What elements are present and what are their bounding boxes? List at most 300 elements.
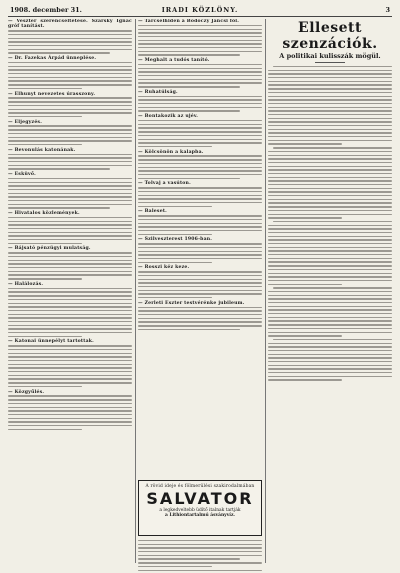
text-line [138, 570, 262, 571]
news-item-heading: — Katonai ünnepélyt tartottak. [8, 339, 94, 345]
text-line [268, 195, 392, 196]
news-item-heading: — Ruhatúlság. [138, 89, 178, 95]
text-line [8, 84, 132, 85]
text-line [8, 73, 132, 74]
news-item [138, 181, 262, 207]
text-line [8, 182, 132, 183]
text-line [268, 228, 392, 229]
text-line [138, 163, 262, 164]
news-item-heading: — Esküvő. [8, 171, 36, 177]
text-line [8, 217, 132, 218]
text-line [8, 137, 132, 138]
text-line [138, 99, 262, 100]
text-line [268, 225, 392, 226]
text-line [8, 133, 132, 134]
text-line [8, 260, 132, 261]
text-line [8, 271, 132, 272]
text-line [268, 214, 392, 215]
text-line [8, 112, 132, 113]
text-line [268, 361, 392, 362]
column-right [268, 19, 392, 563]
news-item-heading: — Hivatalos közlemények. [8, 211, 80, 217]
news-item-heading: — Bevonulás katonának. [8, 147, 76, 153]
text-line [138, 36, 262, 37]
text-line [8, 129, 132, 130]
text-line [8, 243, 82, 244]
text-line [268, 132, 392, 133]
text-line [138, 110, 240, 111]
news-item-heading: — Eljegyzés. [8, 119, 43, 125]
text-line [8, 425, 132, 426]
news-item [138, 19, 262, 56]
text-line [8, 353, 132, 354]
text-line [8, 256, 132, 257]
text-line [138, 226, 262, 227]
news-item [138, 58, 262, 87]
news-item-heading: — Baleset. [138, 209, 167, 215]
feature-body [268, 66, 392, 381]
news-item [138, 209, 262, 235]
text-line [8, 306, 132, 307]
text-line [8, 161, 132, 162]
text-line [138, 258, 262, 259]
text-line [268, 188, 392, 189]
text-line [138, 243, 262, 244]
salvator-advertisement [138, 480, 262, 536]
text-line [8, 295, 132, 296]
news-item [8, 56, 132, 89]
news-item [138, 265, 262, 298]
text-line [138, 64, 262, 65]
text-line [268, 151, 392, 152]
text-line [268, 77, 392, 78]
news-item [8, 282, 132, 337]
news-item-heading: — Halálozás. [8, 281, 44, 287]
text-line [268, 232, 392, 233]
news-item [8, 148, 132, 170]
text-line [268, 298, 392, 299]
text-line [268, 328, 392, 329]
text-line [138, 82, 262, 83]
feature-subtitle: A politikai kulisszák mögül. [279, 52, 381, 60]
text-line [8, 34, 132, 35]
text-line [268, 88, 392, 89]
text-line [138, 170, 262, 171]
news-item [268, 221, 392, 285]
text-line [268, 372, 392, 373]
text-line [8, 154, 132, 155]
text-line [8, 88, 82, 89]
text-line [138, 297, 212, 298]
page-number: 3 [385, 6, 390, 14]
text-line [268, 309, 392, 310]
text-line [8, 165, 132, 166]
text-line [138, 329, 240, 330]
text-line [8, 204, 132, 205]
text-line [8, 62, 132, 63]
text-line [268, 180, 392, 181]
text-line [138, 43, 262, 44]
text-line [8, 193, 132, 194]
text-line [8, 356, 132, 357]
text-line [268, 313, 392, 314]
text-line [8, 140, 132, 141]
text-line [268, 269, 392, 270]
text-line [138, 135, 262, 136]
text-line [8, 360, 132, 361]
text-line [268, 295, 392, 296]
text-line [138, 271, 262, 272]
news-item [8, 211, 132, 244]
text-line [138, 219, 262, 220]
text-line [138, 547, 262, 548]
news-item [8, 172, 132, 209]
text-line [138, 215, 262, 216]
text-line [8, 69, 132, 70]
newspaper-name: IRADI KÖZLÖNY. [161, 6, 239, 14]
text-line [8, 189, 132, 190]
text-line [138, 40, 262, 41]
issue-date: 1908. december 31. [10, 6, 82, 14]
text-line [268, 73, 392, 74]
text-line [138, 275, 262, 276]
text-line [8, 80, 132, 81]
news-item-heading: — Közgyűlés. [8, 389, 45, 395]
text-line [8, 207, 110, 208]
text-line [8, 97, 132, 98]
text-line [268, 169, 392, 170]
text-line [268, 155, 392, 156]
text-line [268, 247, 392, 248]
text-line [268, 317, 392, 318]
text-line [268, 332, 392, 333]
column-divider [265, 19, 266, 563]
news-item [268, 287, 392, 336]
column-middle [138, 19, 262, 477]
text-line [268, 92, 392, 93]
text-line [268, 258, 392, 259]
text-line [8, 232, 132, 233]
text-line [138, 279, 262, 280]
text-line [8, 317, 132, 318]
text-line [8, 378, 132, 379]
text-line [268, 107, 392, 108]
text-line [8, 45, 132, 46]
news-item-heading: — Veszter szerencséltetése. Szarsky Ignác gróf tanítást. [8, 19, 132, 30]
text-line [268, 140, 392, 141]
text-line [268, 376, 392, 377]
text-line [8, 125, 132, 126]
text-line [8, 299, 132, 300]
text-line [138, 198, 262, 199]
ad-brand: SALVATOR [146, 489, 254, 508]
text-line [268, 70, 392, 71]
text-line [268, 173, 392, 174]
text-line [138, 314, 262, 315]
text-line [268, 162, 392, 163]
text-line [268, 365, 392, 366]
news-item-heading: — Dr. Fazekas Árpád ünneplése. [8, 56, 97, 62]
text-line [8, 105, 132, 106]
text-line [138, 540, 262, 541]
text-line [8, 349, 132, 350]
text-line [268, 236, 392, 237]
text-line [8, 321, 132, 322]
text-line [8, 421, 132, 422]
ad-top-line: A rövid ideje és fölmerülési szakirodalmában [145, 484, 255, 489]
news-item [268, 339, 392, 381]
text-line [268, 379, 342, 380]
text-line [268, 121, 392, 122]
news-item [8, 120, 132, 146]
text-line [8, 314, 132, 315]
text-line [268, 118, 392, 119]
text-line [138, 167, 262, 168]
text-line [273, 221, 392, 222]
ad-line: a legkedveltebb üdítő italnak tartják [159, 508, 241, 513]
text-line [268, 166, 392, 167]
text-line [138, 286, 262, 287]
text-line [8, 410, 132, 411]
text-line [8, 221, 132, 222]
text-line [138, 321, 262, 322]
text-line [8, 367, 132, 368]
text-line [268, 110, 392, 111]
text-line [8, 38, 132, 39]
text-line [268, 346, 392, 347]
text-line [8, 30, 132, 31]
text-line [8, 375, 132, 376]
text-line [268, 306, 392, 307]
news-item-heading: — Bájsató pénzügyi mulatság. [8, 246, 91, 252]
text-line [268, 273, 392, 274]
text-line [8, 263, 132, 264]
text-line [8, 291, 132, 292]
text-line [138, 71, 262, 72]
text-line [8, 399, 132, 400]
text-line [268, 335, 342, 336]
text-line [138, 206, 212, 207]
page-header [8, 5, 392, 17]
text-line [8, 235, 132, 236]
text-line [138, 247, 262, 248]
text-line [268, 202, 392, 203]
text-line [8, 332, 132, 333]
text-line [268, 284, 342, 285]
text-line [8, 371, 132, 372]
text-line [8, 101, 132, 102]
text-line [268, 324, 392, 325]
text-line [138, 79, 262, 80]
text-line [8, 196, 132, 197]
text-line [138, 51, 262, 52]
news-item [138, 237, 262, 263]
text-line [138, 155, 262, 156]
title-rule [315, 62, 345, 63]
text-line [268, 129, 392, 130]
text-line [138, 178, 240, 179]
text-line [268, 354, 392, 355]
text-line [138, 139, 262, 140]
text-line [138, 75, 262, 76]
text-line [268, 261, 392, 262]
feature-title: Ellesett szenzációk. [282, 20, 378, 52]
text-line [8, 364, 132, 365]
text-line [138, 54, 240, 55]
text-line [268, 320, 392, 321]
text-line [268, 280, 392, 281]
text-line [138, 96, 262, 97]
text-line [138, 25, 262, 26]
news-item [268, 66, 392, 145]
text-line [8, 77, 132, 78]
text-line [268, 276, 392, 277]
text-line [8, 52, 110, 53]
text-line [8, 310, 132, 311]
text-line [8, 228, 132, 229]
text-line [8, 303, 132, 304]
news-item-heading: — Kölcsönön a kalapba. [138, 149, 204, 155]
news-item-heading: — Zerleti Eszter testvérénke jubileum. [138, 300, 245, 306]
text-line [268, 125, 392, 126]
text-line [8, 252, 132, 253]
text-line [8, 336, 82, 337]
text-line [138, 159, 262, 160]
text-line [138, 318, 262, 319]
text-line [8, 49, 132, 50]
text-line [268, 136, 392, 137]
text-line [138, 307, 262, 308]
text-line [268, 191, 392, 192]
news-item [138, 114, 262, 147]
text-line [138, 558, 240, 559]
text-line [8, 41, 132, 42]
text-line [268, 99, 392, 100]
text-line [8, 274, 132, 275]
text-line [268, 343, 392, 344]
news-item-heading: — Szilveszterest 1906-ban. [138, 237, 213, 243]
text-line [268, 265, 392, 266]
text-line [268, 239, 392, 240]
text-line [268, 368, 392, 369]
text-line [8, 144, 82, 145]
text-line [8, 239, 132, 240]
text-line [8, 403, 132, 404]
text-line [268, 302, 392, 303]
text-line [138, 254, 262, 255]
text-line [8, 418, 132, 419]
text-line [138, 562, 262, 563]
text-line [138, 124, 262, 125]
text-line [138, 234, 212, 235]
text-line [268, 84, 392, 85]
text-line [8, 66, 132, 67]
text-line [138, 103, 262, 104]
text-line [138, 191, 262, 192]
text-line [138, 310, 262, 311]
text-line [8, 109, 132, 110]
text-line [8, 429, 82, 430]
column-middle-continued [138, 540, 262, 573]
text-line [138, 551, 262, 552]
text-line [138, 223, 262, 224]
text-line [268, 357, 392, 358]
text-line [138, 86, 240, 87]
news-item [138, 301, 262, 330]
text-line [8, 278, 82, 279]
text-line [138, 146, 212, 147]
text-line [268, 350, 392, 351]
news-item-heading: — Elhunyt nevezetes úrasszony. [8, 91, 96, 97]
text-line [138, 107, 262, 108]
text-line [138, 187, 262, 188]
text-line [8, 345, 132, 346]
text-line [268, 96, 392, 97]
text-line [8, 407, 132, 408]
text-line [138, 262, 212, 263]
text-line [273, 66, 392, 67]
text-line [268, 199, 392, 200]
news-item [8, 390, 132, 430]
text-line [138, 47, 262, 48]
ad-line: a Lithiontartalmú ásványvíz. [165, 513, 235, 518]
text-line [268, 103, 392, 104]
text-line [8, 168, 110, 169]
text-line [138, 29, 262, 30]
text-line [268, 143, 342, 144]
text-line [8, 288, 132, 289]
text-line [138, 131, 262, 132]
text-line [8, 200, 132, 201]
text-line [138, 120, 262, 121]
text-line [273, 147, 392, 148]
text-line [138, 230, 262, 231]
text-line [138, 142, 262, 143]
news-item-heading: — Bontakozik az ujév. [138, 114, 199, 120]
text-line [138, 290, 262, 291]
text-line [138, 282, 262, 283]
text-line [138, 195, 262, 196]
news-item [8, 339, 132, 387]
text-line [268, 250, 392, 251]
text-line [268, 217, 342, 218]
text-line [8, 325, 132, 326]
text-line [138, 32, 262, 33]
text-line [268, 81, 392, 82]
column-left [8, 19, 132, 563]
text-line [268, 254, 392, 255]
news-item [138, 90, 262, 112]
text-line [138, 566, 212, 567]
text-line [8, 185, 132, 186]
text-line [8, 386, 82, 387]
text-line [138, 127, 262, 128]
text-line [8, 382, 132, 383]
news-item-heading: — Tolvaj a vasúton. [138, 181, 191, 187]
news-item [268, 147, 392, 218]
text-line [268, 291, 392, 292]
text-line [8, 414, 132, 415]
text-line [268, 243, 392, 244]
text-line [8, 395, 132, 396]
text-line [138, 68, 262, 69]
text-line [8, 267, 132, 268]
text-line [138, 202, 262, 203]
text-line [273, 339, 392, 340]
text-line [138, 555, 262, 556]
news-item [8, 92, 132, 118]
text-line [138, 325, 262, 326]
